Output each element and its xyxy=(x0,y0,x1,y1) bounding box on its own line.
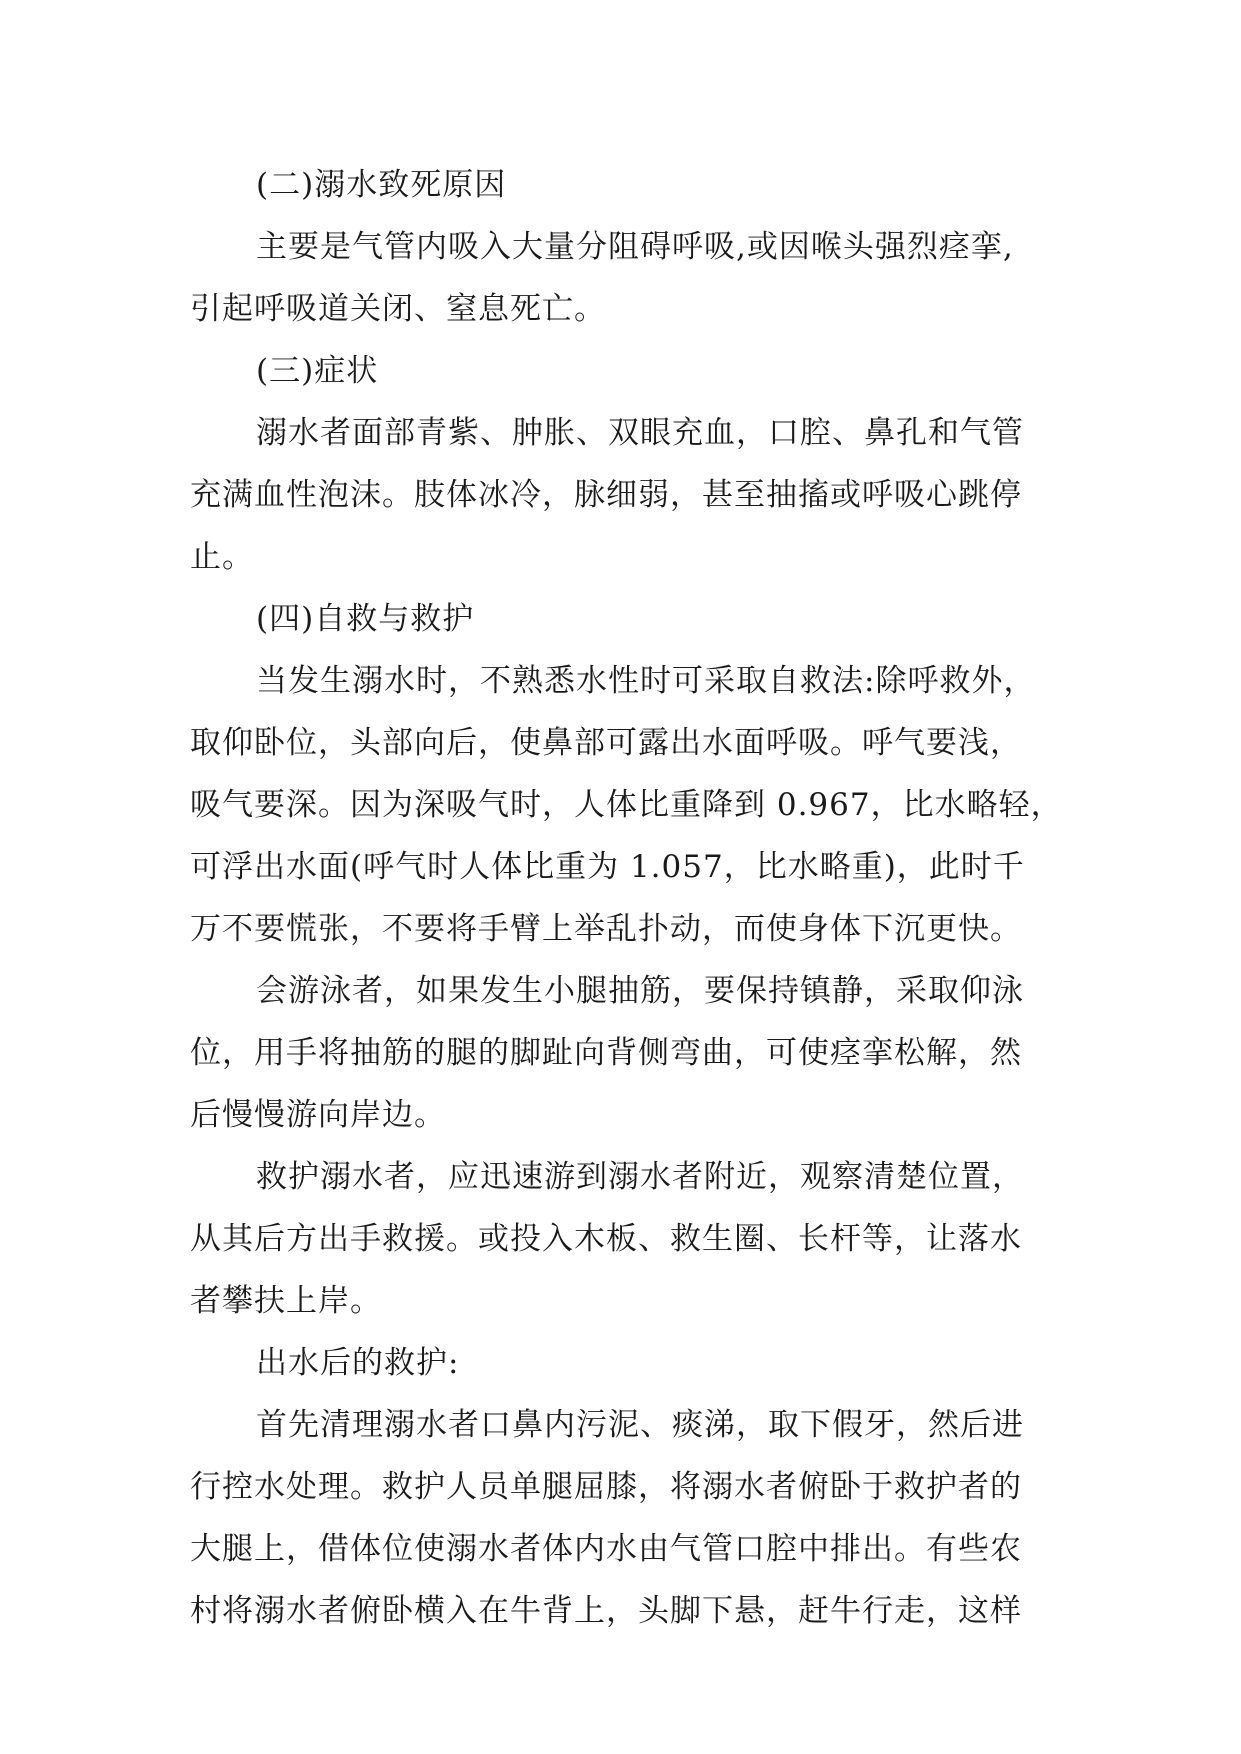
paragraph-line: 位，用手将抽筋的腿的脚趾向背侧弯曲，可使痉挛松解，然 xyxy=(190,1035,1022,1071)
paragraph-line: 会游泳者，如果发生小腿抽筋，要保持镇静，采取仰泳 xyxy=(256,973,1024,1009)
paragraph-line: 首先清理溺水者口鼻内污泥、痰涕，取下假牙，然后进 xyxy=(256,1407,1024,1443)
paragraph-line: 救护溺水者，应迅速游到溺水者附近，观察清楚位置， xyxy=(256,1159,1024,1195)
paragraph-line: 行控水处理。救护人员单腿屈膝，将溺水者俯卧于救护者的 xyxy=(190,1469,1022,1505)
paragraph-line: 充满血性泡沫。肢体冰冷，脉细弱，甚至抽搐或呼吸心跳停 xyxy=(190,477,1022,513)
paragraph-line: 当发生溺水时，不熟悉水性时可采取自救法:除呼救外， xyxy=(256,663,1036,699)
paragraph-line: 从其后方出手救援。或投入木板、救生圈、长杆等，让落水 xyxy=(190,1221,1022,1257)
heading-drowning-cause: (二)溺水致死原因 xyxy=(256,167,507,203)
paragraph-line: 取仰卧位，头部向后，使鼻部可露出水面呼吸。呼气要浅， xyxy=(190,725,1022,761)
paragraph-line: 止。 xyxy=(190,539,254,575)
subheading-after-rescue: 出水后的救护: xyxy=(256,1345,460,1381)
paragraph-line: 万不要慌张，不要将手臂上举乱扑动，而使身体下沉更快。 xyxy=(190,911,1022,947)
heading-self-rescue: (四)自救与救护 xyxy=(256,601,475,637)
paragraph-line: 后慢慢游向岸边。 xyxy=(190,1097,446,1133)
paragraph-line: 者攀扶上岸。 xyxy=(190,1283,382,1319)
paragraph-line: 吸气要深。因为深吸气时，人体比重降到 0.967，比水略轻， xyxy=(190,787,1063,823)
paragraph-line: 村将溺水者俯卧横入在牛背上，头脚下悬，赶牛行走，这样 xyxy=(190,1593,1022,1629)
heading-symptoms: (三)症状 xyxy=(256,353,379,389)
paragraph-line: 可浮出水面(呼气时人体比重为 1.057，比水略重)，此时千 xyxy=(190,849,1025,885)
paragraph-line: 引起呼吸道关闭、窒息死亡。 xyxy=(190,291,606,327)
paragraph-line: 主要是气管内吸入大量分阻碍呼吸,或因喉头强烈痉挛, xyxy=(256,229,1014,265)
paragraph-line: 大腿上，借体位使溺水者体内水由气管口腔中排出。有些农 xyxy=(190,1531,1022,1567)
paragraph-line: 溺水者面部青紫、肿胀、双眼充血，口腔、鼻孔和气管 xyxy=(256,415,1024,451)
